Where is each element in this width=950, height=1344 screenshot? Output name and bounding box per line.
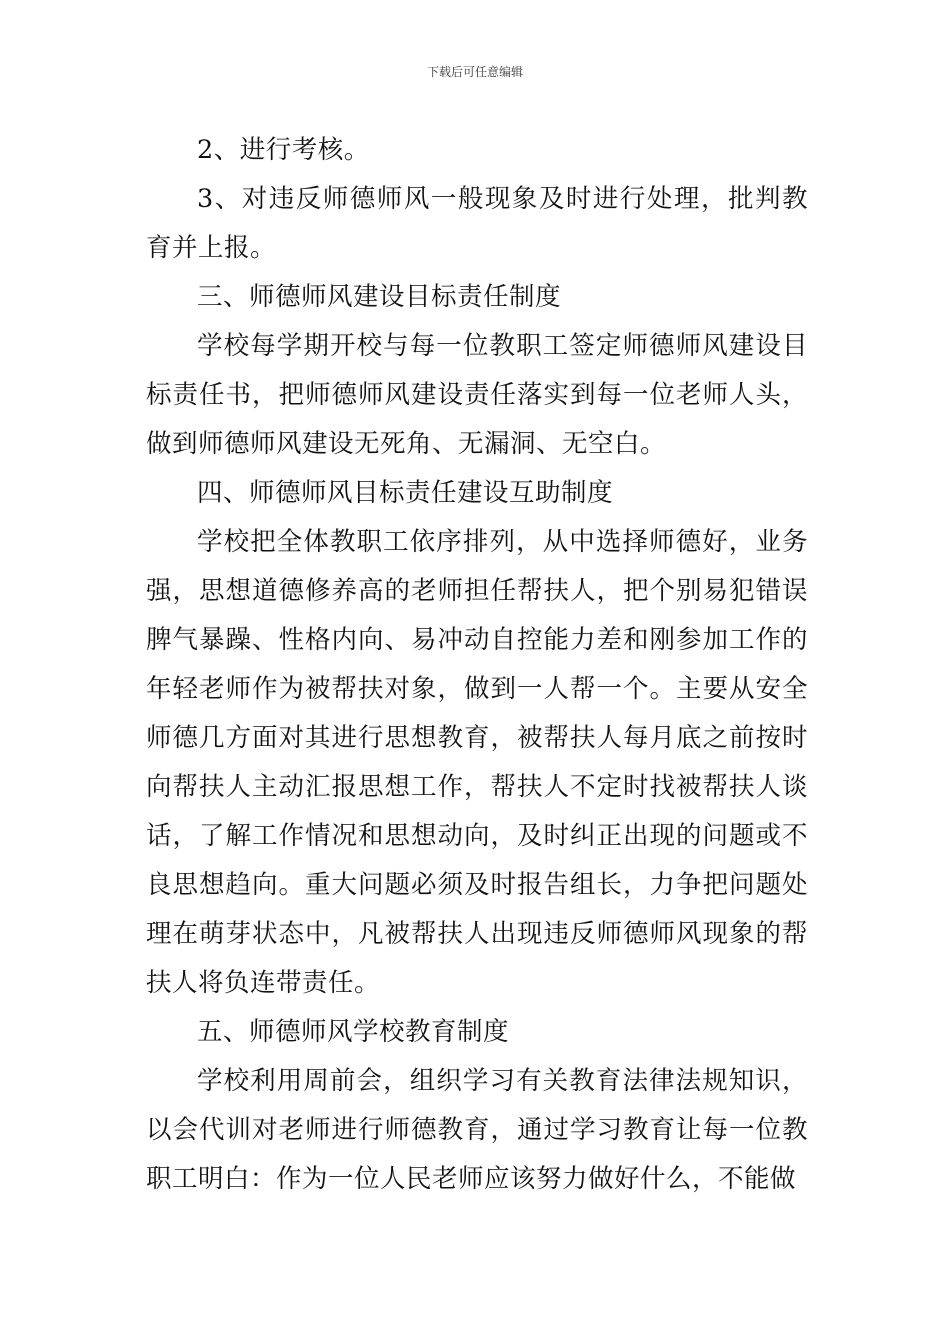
section-3-body: 学校每学期开校与每一位教职工签定师德师风建设目标责任书，把师德师风建设责任落实到每一位老师人头，做到师德师风建设无死角、无漏洞、无空白。: [146, 331, 808, 459]
section-4-body: 学校把全体教职工依序排列，从中选择师德好，业务强，思想道德修养高的老师担任帮扶人，把个别易犯错误脾气暴躁、性格内向、易冲动自控能力差和刚参加工作的年轻老师作为被帮扶对象，做到一人帮一个。主要从安全师德几方面对其进行思想教育，被帮扶人每月底之前按时向帮扶人主动汇报思想工作，帮扶人不定时找被帮扶人谈话，了解工作情况和思想动向，及时纠正出现的问题或不良思想趋向。重大问题必须及时报告组长，力争把问题处理在萌芽状态中，凡被帮扶人出现违反师德师风现象的帮扶人将负连带责任。: [146, 527, 808, 998]
paragraph-item-3: 3、对违反师德师风一般现象及时进行处理，批判教育并上报。: [146, 184, 808, 263]
paragraph-item-2: 2、进行考核。: [197, 135, 370, 165]
page-header-note: 下载后可任意编辑: [426, 65, 523, 79]
document-body: [146, 126, 808, 1204]
section-heading-3: 三、师德师风建设目标责任制度: [197, 282, 562, 312]
section-heading-5: 五、师德师风学校教育制度: [197, 1017, 510, 1047]
section-5-body: 学校利用周前会，组织学习有关教育法律法规知识，以会代训对老师进行师德教育，通过学习教育让每一位教职工明白：作为一位人民老师应该努力做好什么，不能做: [146, 1066, 808, 1194]
section-heading-4: 四、师德师风目标责任建设互助制度: [197, 478, 614, 508]
